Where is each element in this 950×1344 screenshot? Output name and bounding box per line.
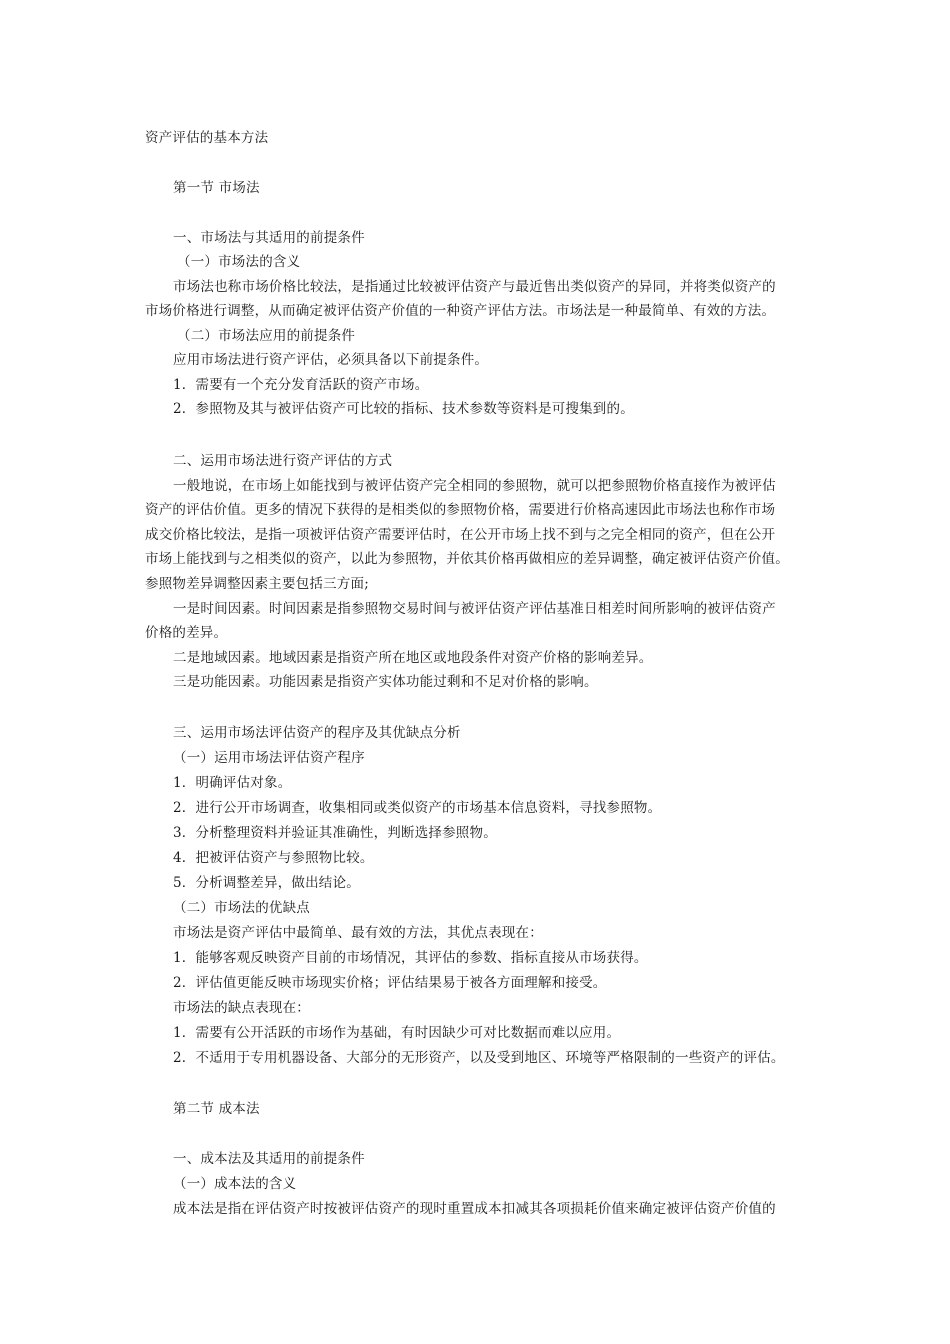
paragraph-line: 资产的评估价值。更多的情况下获得的是相类似的参照物价格，需要进行价格高速因此市场法也称作市场 <box>145 502 776 518</box>
part-heading: 一、成本法及其适用的前提条件 <box>173 1151 365 1167</box>
list-item: 2．进行公开市场调查，收集相同或类似资产的市场基本信息资料，寻找参照物。 <box>173 800 662 816</box>
list-item: 1．能够客观反映资产目前的市场情况，其评估的参数、指标直接从市场获得。 <box>173 950 648 966</box>
paragraph-line: 市场法也称市场价格比较法，是指通过比较被评估资产与最近售出类似资产的异同，并将类似资产的 <box>173 279 776 295</box>
list-item: 4．把被评估资产与参照物比较。 <box>173 850 374 866</box>
sub-heading: （二）市场法应用的前提条件 <box>177 328 356 344</box>
list-item: 3．分析整理资料并验证其准确性，判断选择参照物。 <box>173 825 497 841</box>
paragraph-line: 市场法的缺点表现在： <box>173 1000 310 1016</box>
sub-heading: （一）市场法的含义 <box>177 254 301 270</box>
list-item: 2．参照物及其与被评估资产可比较的指标、技术参数等资料是可搜集到的。 <box>173 401 634 417</box>
list-item: 1．需要有一个充分发育活跃的资产市场。 <box>173 377 429 393</box>
list-item: 2．评估值更能反映市场现实价格；评估结果易于被各方面理解和接受。 <box>173 975 607 991</box>
part-heading: 三、运用市场法评估资产的程序及其优缺点分析 <box>173 725 461 741</box>
list-item: 2．不适用于专用机器设备、大部分的无形资产，以及受到地区、环境等严格限制的一些资产的评估。 <box>173 1050 785 1066</box>
paragraph-line: 二是地域因素。地域因素是指资产所在地区或地段条件对资产价格的影响差异。 <box>173 650 653 666</box>
paragraph-line: 一般地说，在市场上如能找到与被评估资产完全相同的参照物，就可以把参照物价格直接作为被评估 <box>173 478 776 494</box>
paragraph-line: 市场上能找到与之相类似的资产，以此为参照物，并依其价格再做相应的差异调整，确定被评估资产价值。 <box>145 551 789 567</box>
paragraph-line: 应用市场法进行资产评估，必须具备以下前提条件。 <box>173 352 489 368</box>
section-heading: 第一节 市场法 <box>173 180 260 196</box>
paragraph-line: 三是功能因素。功能因素是指资产实体功能过剩和不足对价格的影响。 <box>173 674 598 690</box>
sub-heading: （一）运用市场法评估资产程序 <box>173 750 365 766</box>
document-title: 资产评估的基本方法 <box>145 130 269 146</box>
paragraph-line: 成交价格比较法，是指一项被评估资产需要评估时，在公开市场上找不到与之完全相同的资产，但在公开 <box>145 527 776 543</box>
part-heading: 一、市场法与其适用的前提条件 <box>173 230 365 246</box>
paragraph-line: 市场价格进行调整，从而确定被评估资产价值的一种资产评估方法。市场法是一种最简单、有效的方法。 <box>145 303 776 319</box>
list-item: 1．需要有公开活跃的市场作为基础，有时因缺少可对比数据而难以应用。 <box>173 1025 621 1041</box>
paragraph-line: 市场法是资产评估中最简单、最有效的方法，其优点表现在： <box>173 925 543 941</box>
list-item: 5．分析调整差异，做出结论。 <box>173 875 360 891</box>
part-heading: 二、运用市场法进行资产评估的方式 <box>173 453 393 469</box>
paragraph-line: 参照物差异调整因素主要包括三方面; <box>145 576 369 592</box>
paragraph-line: 成本法是指在评估资产时按被评估资产的现时重置成本扣减其各项损耗价值来确定被评估资产价值的 <box>173 1201 776 1217</box>
section-heading: 第二节 成本法 <box>173 1101 260 1117</box>
sub-heading: （二）市场法的优缺点 <box>173 900 310 916</box>
paragraph-line: 价格的差异。 <box>145 625 228 641</box>
sub-heading: （一）成本法的含义 <box>173 1176 297 1192</box>
paragraph-line: 一是时间因素。时间因素是指参照物交易时间与被评估资产评估基准日相差时间所影响的被评估资产 <box>173 601 776 617</box>
list-item: 1．明确评估对象。 <box>173 775 292 791</box>
